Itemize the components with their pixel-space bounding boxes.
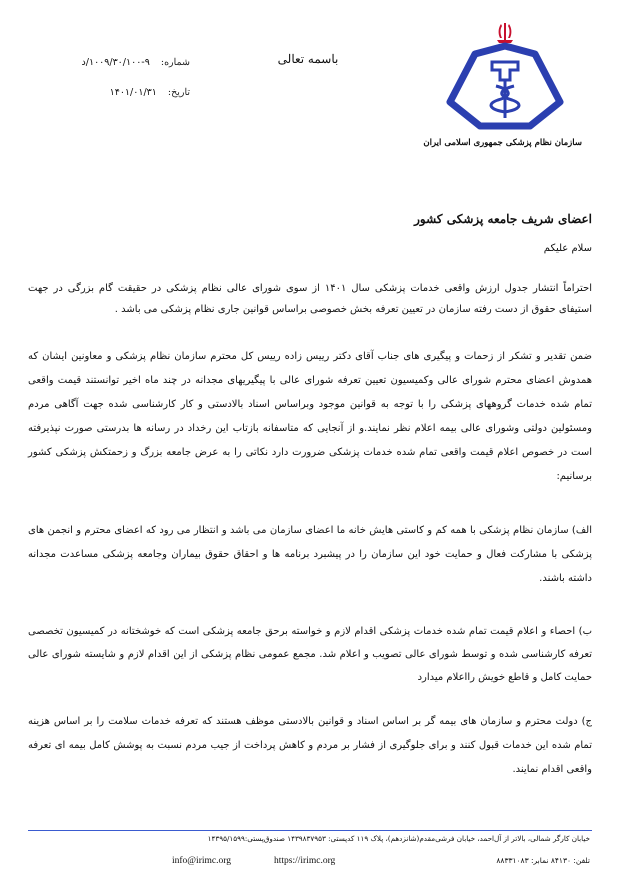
footer-website-link[interactable]: https://irimc.org (274, 856, 336, 866)
iran-emblem-icon (497, 23, 513, 43)
footer-phones: تلفن: ۸۴۱۳۰ نمابر: ۸۸۳۳۱۰۸۳ (496, 856, 590, 865)
org-name: سازمان نظام پزشکی جمهوری اسلامی ایران (423, 138, 582, 148)
footer-email-link[interactable]: info@irimc.org (172, 856, 231, 866)
irimc-logo-icon (440, 22, 570, 132)
number-value: ۹-۱۰۰۹/۳۰/۱۰۰/د (81, 57, 150, 68)
greeting: سلام علیکم (543, 243, 592, 254)
date-label: تاریخ: (167, 87, 190, 98)
paragraph-intro: احتراماً انتشار جدول ارزش واقعی خدمات پزشکی سال ۱۴۰۱ از سوی شورای عالی نظام پزشکی در حقیقت گام بزرگی در جهت استیفای حقوق از دست رفته سازمان در تعیین تعرفه بخش خصوصی براساس قوانین جاری نظام پزشکی می باشد . (28, 283, 592, 315)
salutation: اعضای شریف جامعه پزشکی کشور (414, 212, 592, 226)
paragraph-thanks: ضمن تقدیر و تشکر از زحمات و پیگیری های جناب آقای دکتر رییس زاده رییس کل محترم سازمان نظام پزشکی و معاونین ایشان که همدوش اعضای محترم شورای عالی وکمیسیون تعیین تعرفه شورای عالی با پیگیریهای مجدانه در چند ماه اخیر توانستند قیمت واقعی تمام شده خدمات گروههای پزشکی را با توجه به قوانین موجود وبراساس اسناد بالادستی و کار کارشناسی شده جهت آگاهی مردم ومسئولین دولتی وشورای عالی بیمه اعلام نظر نمایند.و از آنجایی که متاسفانه بازتاب این رخداد در رسانه ها بدرستی صورت نپذیرفته است در خصوص اعلام قیمت واقعی تمام شده خدمات پزشکی ضرورت دارد نکاتی را به عرض جامعه بزرگ و زحمتکش پزشکی کشور برسانیم: (28, 351, 592, 482)
paragraph-be: ب) احصاء و اعلام قیمت تمام شده خدمات پزشکی اقدام لازم و خواسته برحق جامعه پزشکی است که خوشختانه در کمیسیون تخصصی تعرفه کارشناسی شده و توسط شورای عالی تصویب و اعلام شد. مجمع عمومی نظام پزشکی از این اقدام لازم و شایسته شورای عالی حمایت کامل و قاطع خویش رااعلام میدارد (28, 626, 592, 683)
letter-number (60, 57, 190, 68)
paragraph-alef: الف) سازمان نظام پزشکی با همه کم و کاستی هایش خانه ما اعضای سازمان می باشد و انتظار می رود که اعضای محترم و انجمن های پزشکی با مشارکت فعال و حمایت خود این سازمان را در پیشبرد برنامه ها و احقاق حقوق بیماران وجامعه پزشکی مساعدت مجدانه داشته باشند. (28, 525, 592, 584)
footer-contact (30, 854, 590, 870)
letter-date (60, 87, 190, 98)
date-value: ۱۴۰۱/۰۱/۳۱ (109, 87, 157, 98)
footer-address: خیابان کارگر شمالی، بالاتر از آل‌احمد، خیابان فرشی‌مقدم(شانزدهم)، پلاک ۱۱۹ کدپستی: ۱۴۳۹۸۳۷۹۵۳ صندوق‌پستی:۱۴۳۹۵/۱۵۹۹ (207, 834, 590, 843)
invocation-text: باسمه تعالی (277, 52, 339, 66)
number-label: شماره: (160, 57, 190, 68)
paragraph-jim: ج) دولت محترم و سازمان های بیمه گر بر اساس اسناد و قوانین بالادستی موظف هستند که تعرفه خدمات سلامت را بر اساس هزینه تمام شده این خدمات قبول کنند و برای جلوگیری از فشار بر مردم و کاهش پرداخت از جیب مردم نسبت به پوشش کامل بیمه ای تعرفه واقعی اقدام نمایند. (28, 716, 592, 775)
footer-divider (28, 830, 592, 831)
